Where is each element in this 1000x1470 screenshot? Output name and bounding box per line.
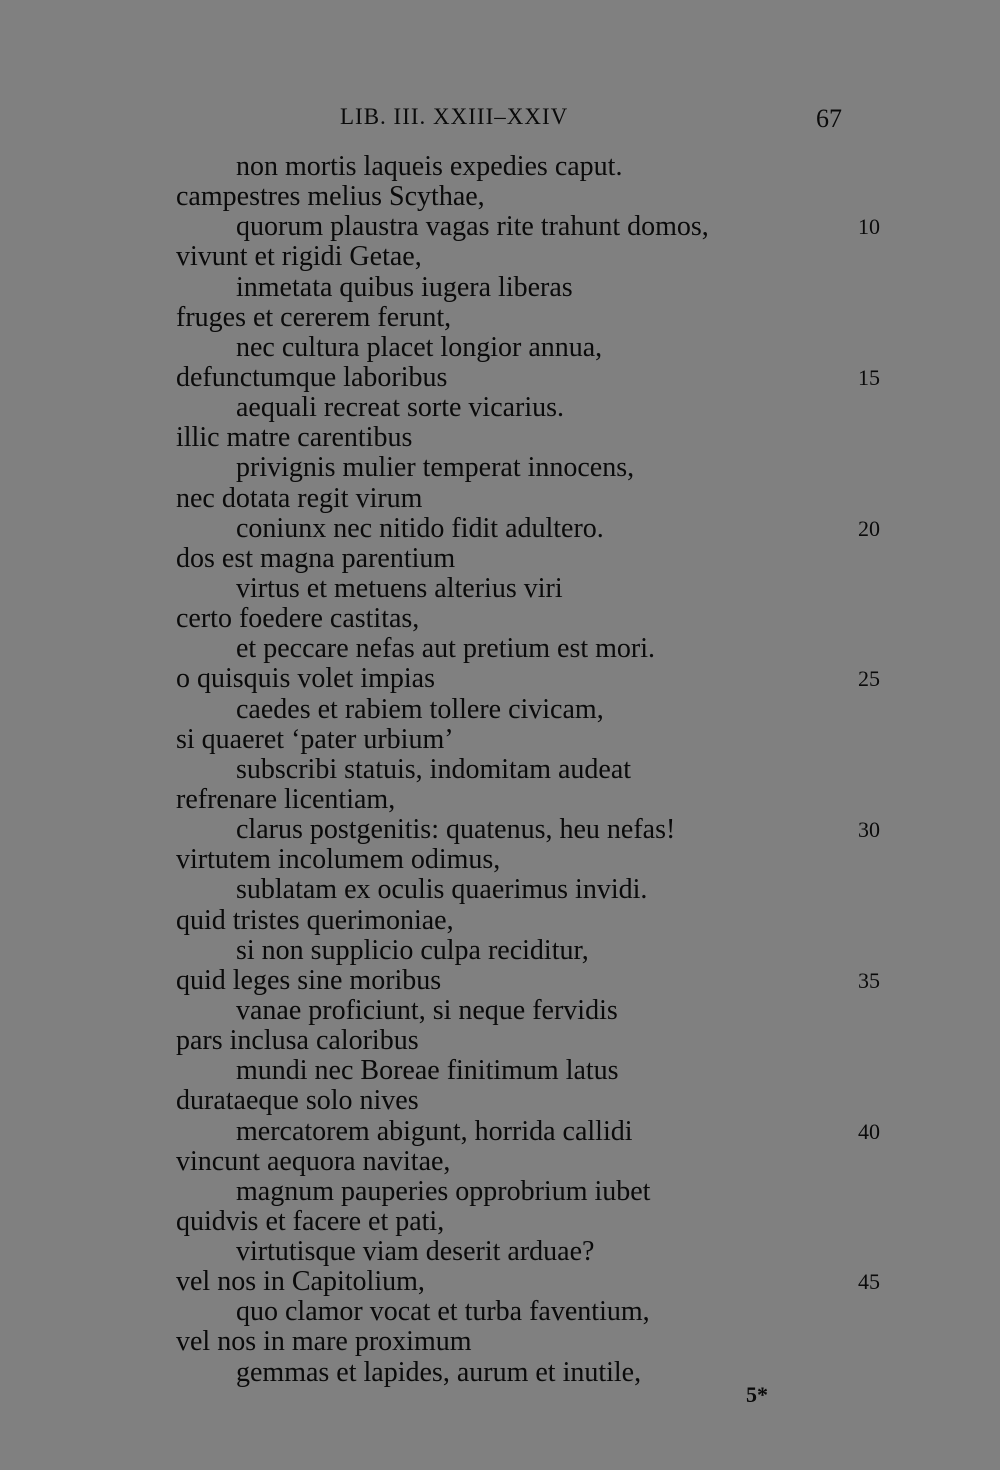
verse-line <box>0 1086 1000 1116</box>
verse-text: si non supplicio culpa reciditur, <box>236 934 589 966</box>
verse-text: clarus postgenitis: quatenus, heu nefas! <box>236 814 676 846</box>
line-number: 20 <box>858 515 880 541</box>
verse-line <box>0 1358 1000 1388</box>
verse-line <box>0 453 1000 483</box>
verse-line <box>0 1147 1000 1177</box>
verse-text: si quaeret ‘pater urbium’ <box>176 723 454 755</box>
verse-text: virtus et metuens alterius viri <box>236 572 563 604</box>
verse-text: vanae proficiunt, si neque fervidis <box>236 994 618 1026</box>
page-number: 67 <box>816 104 842 133</box>
verse-text: vivunt et rigidi Getae, <box>176 241 422 273</box>
verse-text: defunctumque laboribus <box>176 361 448 393</box>
verse-text: vel nos in Capitolium, <box>176 1266 425 1298</box>
verse-text: non mortis laqueis expedies caput. <box>236 151 623 182</box>
verse-text: virtutem incolumem odimus, <box>176 844 501 876</box>
line-number: 30 <box>858 817 880 843</box>
verse-line <box>0 815 1000 845</box>
verse-line <box>0 1207 1000 1237</box>
verse-line <box>0 695 1000 725</box>
verse-line <box>0 514 1000 544</box>
line-number: 25 <box>858 666 880 692</box>
verse-text: quid leges sine moribus <box>176 964 442 996</box>
verse-text: privignis mulier temperat innocens, <box>236 452 635 484</box>
verse-text: quid tristes querimoniae, <box>176 904 454 936</box>
verse-text: dos est magna parentium <box>176 542 456 574</box>
verse-line <box>0 242 1000 272</box>
verse-text: durataeque solo nives <box>176 1085 419 1117</box>
verse-text: quorum plaustra vagas rite trahunt domos, <box>236 211 709 243</box>
verse-line <box>0 1297 1000 1327</box>
verse-line <box>0 755 1000 785</box>
verse-text: nec dotata regit virum <box>176 482 423 514</box>
verse-line <box>0 845 1000 875</box>
verse-line <box>0 393 1000 423</box>
verse-line <box>0 634 1000 664</box>
verse-text: fruges et cererem ferunt, <box>176 301 452 333</box>
verse-text: virtutisque viam deserit arduae? <box>236 1236 595 1268</box>
verse-line <box>0 1327 1000 1357</box>
page-header <box>0 104 1000 136</box>
verse-text: inmetata quibus iugera liberas <box>236 271 573 303</box>
verse-line <box>0 1026 1000 1056</box>
verse-text: vincunt aequora navitae, <box>176 1145 451 1177</box>
verse-text: et peccare nefas aut pretium est mori. <box>236 633 656 665</box>
verse-text: campestres melius Scythae, <box>176 181 485 213</box>
verse-text: illic matre carentibus <box>176 422 413 454</box>
verse-text: sublatam ex oculis quaerimus invidi. <box>236 874 648 906</box>
verse-line <box>0 212 1000 242</box>
verse-line <box>0 1117 1000 1147</box>
verse-text: vel nos in mare proximum <box>176 1326 472 1358</box>
verse-text: o quisquis volet impias <box>176 663 435 695</box>
verse-text: pars inclusa caloribus <box>176 1025 419 1057</box>
verse-text: quo clamor vocat et turba faventium, <box>236 1296 650 1328</box>
verse-line <box>0 182 1000 212</box>
verse-text: gemmas et lapides, aurum et inutile, <box>236 1356 642 1388</box>
verse-line <box>0 936 1000 966</box>
verse-line <box>0 484 1000 514</box>
verse-line <box>0 1237 1000 1267</box>
verse-line <box>0 303 1000 333</box>
verse-line <box>0 875 1000 905</box>
poem-text <box>0 152 1000 1388</box>
verse-line <box>0 725 1000 755</box>
verse-line <box>0 1267 1000 1297</box>
line-number: 10 <box>858 214 880 240</box>
line-number: 40 <box>858 1118 880 1144</box>
verse-line <box>0 604 1000 634</box>
verse-line <box>0 906 1000 936</box>
verse-text: subscribi statuis, indomitam audeat <box>236 753 632 785</box>
running-head: LIB. III. XXIII–XXIV <box>340 104 569 129</box>
line-number: 35 <box>858 967 880 993</box>
verse-line <box>0 785 1000 815</box>
verse-text: nec cultura placet longior annua, <box>236 331 603 363</box>
verse-text: mundi nec Boreae finitimum latus <box>236 1055 619 1087</box>
verse-line <box>0 423 1000 453</box>
verse-line <box>0 152 1000 182</box>
verse-text: magnum pauperies opprobrium iubet <box>236 1175 651 1207</box>
verse-text: refrenare licentiam, <box>176 783 396 815</box>
verse-line <box>0 996 1000 1026</box>
verse-line <box>0 1056 1000 1086</box>
signature-mark: 5* <box>746 1382 768 1407</box>
verse-text: aequali recreat sorte vicarius. <box>236 392 565 424</box>
verse-line <box>0 664 1000 694</box>
verse-line <box>0 1177 1000 1207</box>
verse-line <box>0 574 1000 604</box>
line-number: 45 <box>858 1269 880 1295</box>
verse-line <box>0 333 1000 363</box>
verse-line <box>0 544 1000 574</box>
verse-text: coniunx nec nitido fidit adultero. <box>236 512 604 544</box>
verse-text: certo foedere castitas, <box>176 603 420 635</box>
verse-line <box>0 966 1000 996</box>
verse-line <box>0 273 1000 303</box>
line-number: 15 <box>858 364 880 390</box>
verse-text: caedes et rabiem tollere civicam, <box>236 693 604 725</box>
verse-text: mercatorem abigunt, horrida callidi <box>236 1115 633 1147</box>
verse-line <box>0 363 1000 393</box>
verse-text: quidvis et facere et pati, <box>176 1205 445 1237</box>
